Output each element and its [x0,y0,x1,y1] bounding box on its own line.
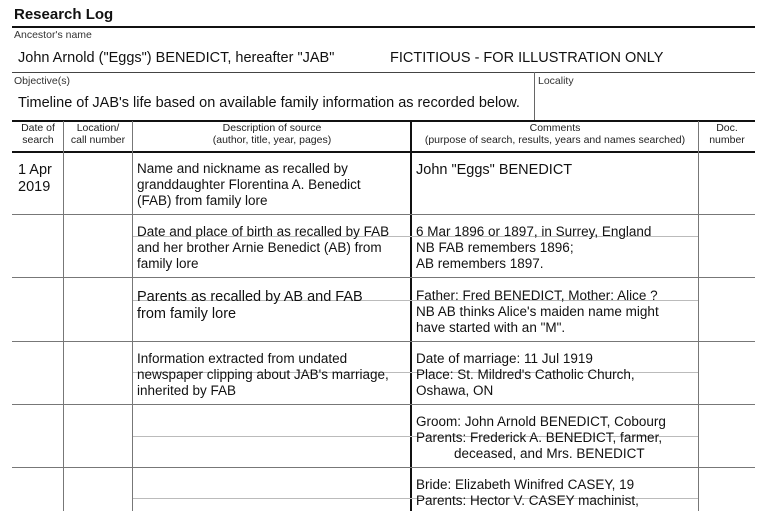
row-1-date: 1 Apr 2019 [18,162,52,195]
table-header-rule [12,151,755,153]
ancestor-name[interactable]: John Arnold ("Eggs") BENEDICT, hereafter "JAB" [18,50,335,66]
row-4-comment[interactable]: Date of marriage: 11 Jul 1919 Place: St. Mildred's Catholic Church, Oshawa, ON [416,351,635,398]
row-2-description[interactable]: Date and place of birth as recalled by FAB and her brother Arnie Benedict (AB) from family lore [137,224,390,271]
row-rule [12,467,755,468]
ancestor-rule [12,72,755,73]
row-rule [12,214,755,215]
row-4-description[interactable]: Information extracted from undated newspaper clipping about JAB's marriage, inherited by FAB [137,351,389,398]
row-6-comment[interactable]: Bride: Elizabeth Winifred CASEY, 19 Parents: Hector V. CASEY machinist, [416,477,639,508]
locality-label: Locality [538,75,574,87]
col-header-description: Description of source (author, title, year, pages) [212,122,332,146]
form-title: Research Log [14,6,114,23]
locality-divider [534,72,535,120]
row-1-description[interactable]: Name and nickname as recalled by granddaughter Florentina A. Benedict (FAB) from family lore [137,161,361,208]
row-5-comment[interactable]: Groom: John Arnold BENEDICT, Cobourg Parents: Frederick A. BENEDICT, farmer, deceased, and Mrs. BENEDICT [416,414,666,461]
row-rule [12,277,755,278]
col-divider-1 [63,121,64,511]
col-divider-4 [698,121,699,511]
col-header-comments: Comments (purpose of search, results, years and names searched) [424,122,686,146]
col-divider-2 [132,121,133,511]
objective-label: Objective(s) [14,75,71,87]
illustration-notice: FICTITIOUS - FOR ILLUSTRATION ONLY [390,50,664,66]
row-3-description[interactable]: Parents as recalled by AB and FAB from family lore [137,289,363,322]
row-rule [12,404,755,405]
row-3-comment[interactable]: Father: Fred BENEDICT, Mother: Alice ? NB AB thinks Alice's maiden name might have started with an "M". [416,288,659,335]
row-2-comment[interactable]: 6 Mar 1896 or 1897, in Surrey, England NB FAB remembers 1896; AB remembers 1897. [416,224,652,271]
col-header-location: Location/ call number [70,122,126,146]
row-rule [12,341,755,342]
col-header-date: Date of search [21,122,55,146]
objective-text[interactable]: Timeline of JAB's life based on available family information as recorded below. [18,95,520,111]
col-header-doc: Doc. number [709,122,745,146]
title-rule [12,26,755,28]
row-1-comment[interactable]: John "Eggs" BENEDICT [416,162,573,178]
col-divider-3 [410,121,412,511]
ancestor-label: Ancestor's name [14,29,92,41]
